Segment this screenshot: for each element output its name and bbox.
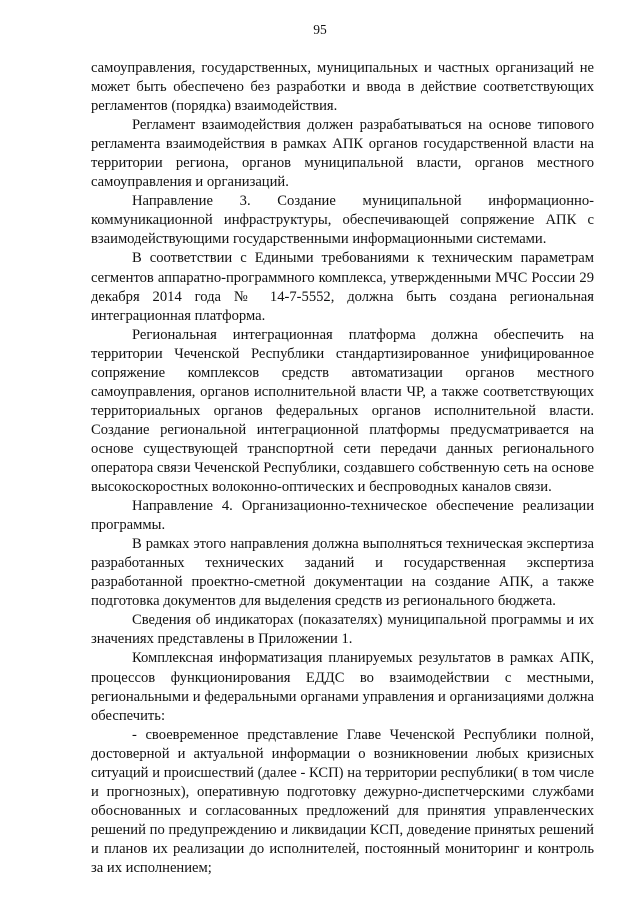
paragraph-continuation: самоуправления, государственных, муниципальных и частных организаций не может быть обеспечено без разработки и ввода в действие соответствующих регламентов (порядка) взаимодействия. <box>91 60 594 115</box>
paragraph-direction-3: Направление 3. Создание муниципальной информационно-коммуникационной инфраструктуры, обеспечивающей сопряжение АПК с взаимодействующими государственными информационными системами. <box>91 193 594 248</box>
page-number: 95 <box>313 22 327 37</box>
paragraph-informatization: Комплексная информатизация планируемых результатов в рамках АПК, процессов функционирования ЕДДС во взаимодействии с местными, региональными и федеральными органами управления и организациями должна обеспечить: <box>91 650 594 724</box>
paragraph-regulation: Регламент взаимодействия должен разрабатываться на основе типового регламента взаимодействия в рамках АПК органов государственной власти на территории региона, органов муниципальной власти, органов местного самоуправления и организаций. <box>91 117 594 191</box>
paragraph-list-item: - своевременное представление Главе Чеченской Республики полной, достоверной и актуальной информации о возникновении любых кризисных ситуаций и происшествий (далее - КСП) на территории республики( в том числе и прогнозных), оперативную подготовку дежурно-диспетчерскими службами обоснованных и согласованных предложений для принятия управленческих решений по предупреждению и ликвидации КСП, доведение принятых решений и планов их реализации до исполнителей, постоянный мониторинг и контроль за их исполнением; <box>91 726 594 876</box>
paragraph-direction-4: Направление 4. Организационно-техническое обеспечение реализации программы. <box>91 498 594 534</box>
paragraph-indicators: Сведения об индикаторах (показателях) муниципальной программы и их значениях представлены в Приложении 1. <box>91 612 594 648</box>
document-body <box>91 59 594 878</box>
paragraph-unified-requirements: В соответствии с Едиными требованиями к техническим параметрам сегментов аппаратно-программного комплекса, утвержденными МЧС России 29 декабря 2014 года № 14-7-5552, должна быть создана региональная интеграционная платформа. <box>91 250 594 324</box>
paragraph-integration-platform: Региональная интеграционная платформа должна обеспечить на территории Чеченской Республики стандартизированное унифицированное сопряжение комплексов средств автоматизации органов местного самоуправления, органов исполнительной власти ЧР, а также соответствующих территориальных органов федеральных органов исполнительной власти. Создание региональной интеграционной платформы предусматривается на основе существующей транспортной сети передачи данных регионального оператора связи Чеченской Республики, создавшего собственную сеть на основе высокоскоростных волоконно-оптических и беспроводных каналов связи. <box>91 326 594 496</box>
paragraph-expertise: В рамках этого направления должна выполняться техническая экспертиза разработанных технических заданий и государственная экспертиза разработанной проектно-сметной документации на создание АПК, а также подготовка документов для выделения средств из регионального бюджета. <box>91 536 594 610</box>
